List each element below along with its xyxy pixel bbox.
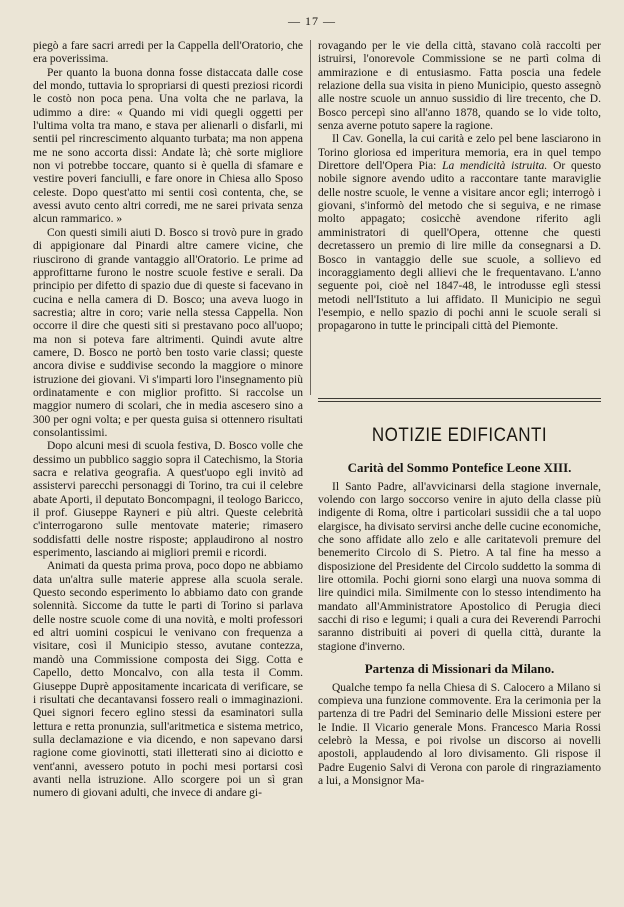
article-text: Qualche tempo fa nella Chiesa di S. Calocero a Milano si compieva una funzione commovente. Era la cerimonia per la partenza di tre Padri del Seminario delle Missioni estere per le Indie. Il Vicario generale Mons. Francesco Maria Rossi celebrò la Messa, e poi rivolse un discorso ai novelli apostoli, applaudendo al loro divisamento. Gli rispose il Padre Eugenio Salvi di Verona con parole di ringraziamento a lui, a Monsignor Ma- bbox=[318, 681, 601, 787]
column-divider bbox=[310, 40, 311, 395]
page-number: — 17 — bbox=[288, 14, 336, 28]
right-column bbox=[318, 40, 601, 892]
left-column bbox=[33, 40, 303, 892]
paragraph: Per quanto la buona donna fosse distaccata dalle cose del mondo, tuttavia lo spropriarsi di questi preziosi ricordi le costò non poca pena. Una volta che ne parlava, la udimmo a dire: « Quando mi vidi quegli oggetti per l'ultima volta tra mano, e stava per alienarli o disfarli, mi sentii pel rincrescimento alquanto turbata; ma non appena me ne sono accorta dissi: Andate là; chè sorte migliore non vi potrebbe toccare, quanto si è quella di sfamare e vestire poveri fanciulli, e fare onore in Chiesa allo Sposo celeste. Dopo quest'atto mi sentii così contenta, che, se avessi avuto cento altri corredi, me ne sarei privata senza alcun rammarico. » bbox=[33, 66, 303, 226]
article-title: Partenza di Missionari da Milano. bbox=[364, 661, 555, 677]
paragraph: Animati da questa prima prova, poco dopo ne abbiamo data un'altra sulle materie apprese alla scuola serale. Questo secondo esperimento lo abbiamo dato con grande solennità. Siccome da tutte le parti di Torino si parlava delle nostre scuole come di una novità, e molti professori ed altri uomini cospicui le venivano con frequenza a visitare, così il Municipio stesso, avutane contezza, mandò una Commissione composta dei Sigg. Cotta e Capello, detto Moncalvo, con alla testa il Comm. Giuseppe Duprè appositamente incaricata di verificare, se i risultati che decantavansi fossero reali o immaginazioni. Quei signori fecero eglino stessi da esaminatori sulla lettura e retta pronunzia, sull'aritmetica e sistema metrico, sulla declamazione e via dicendo, e non sapevano darsi ragione come giovinotti, stati illetterati sino ai diciotto e vent'anni, avessero potuto in pochi mesi portarsi così avanti nella istruzione. Allo scorgere poi un sì gran numero di giovani adulti, che invece di andare gi- bbox=[33, 560, 303, 800]
paragraph bbox=[318, 133, 601, 333]
paragraph: piegò a fare sacri arredi per la Cappella dell'Oratorio, che era poverissima. bbox=[33, 40, 303, 66]
paragraph: rovagando per le vie della città, stavano colà raccolti per istruirsi, l'onorevole Commissione se ne partì colma di ammirazione e di entusiasmo. Fatta poscia una fedele relazione della sua visita in pieno Municipio, questo assegnò alle nostre scuole un annuo sussidio di lire trecento, che D. Bosco percepì sino all'anno 1878, quando se lo vide tolto, senza averne potuto sapere la ragione. bbox=[318, 40, 601, 133]
italic-title: La mendicità istruita. bbox=[442, 160, 548, 173]
article-title: Carità del Sommo Pontefice Leone XIII. bbox=[347, 460, 572, 476]
edifying-news-section bbox=[318, 398, 601, 788]
article-text: Il Santo Padre, all'avvicinarsi della stagione invernale, volendo con largo soccorso venire in ajuto della classe più indigente di Roma, oltre i particolari sussidii che a tal uopo elargisce, ha divisato servirsi anche delle cucine economiche, che sono affidate allo zelo e alle caritatevoli premure del benemerito Circolo di S. Pietro. A tal fine ha messo a disposizione del Presidente del Circolo suddetto la somma di lire ottomila. Pochi giorni sono elargì una nuova somma di lire quindici mila. Similmente con lo stesso intendimento ha mandato all'Amministratore Apostolico di Perugia dieci sacchi di riso e legumi; i quali a cura dei Reverendi Parrochi saranno distribuiti ai poveri di quella città, durante la stagione d'inverno. bbox=[318, 480, 601, 653]
section-rule bbox=[318, 398, 601, 402]
paragraph-text: Or questo nobile signore avendo udito a raccontare tante maraviglie delle nostre scuole, le venne a visitare ancor egli; interrogò i giovani, s'informò del metodo che si seguiva, e ne rimase molto appagato; cosicchè avendone riferito agli amministratori di quell'Opera, ottenne che questi decretassero un premio di lire mille da consegnarsi a D. Bosco in vantaggio delle sue scuole, a sollievo ed incoraggiamento degli allievi che le frequentavano. L'anno seguente poi, cioè nel 1847-48, le introdusse eglì stessi metodi nell'Istituto a lui affidato. Il Municipio ne seguì l'esempio, e nello spazio di pochi anni le scuole serali si propagarono in tutte le principali città del Piemonte. bbox=[318, 160, 601, 333]
section-title: NOTIZIE EDIFICANTI bbox=[371, 423, 548, 446]
paragraph: Con questi simili aiuti D. Bosco si trovò pure in grado di appigionare dal Pinardi altre camere vicine, che riuscirono di grande vantaggio all'Oratorio. Le prime ad approfittarne furono le nostre scuole festive e serali. Da principio per difetto di spazio due di queste si facevano in cucina e nella camera di D. Bosco; una aveva luogo in sacrestia; altre in coro; varie nella stessa Cappella. Non occorre il dire che questi siti si prestavano poco all'uopo; ma non si poteva fare altrimenti. Quindi avute altre camere, D. Bosco ne portò ben tosto varie classi; queste ancora divise e suddivise secondo la maggiore o minore istruzione dei giovani. Vi s'imparti loro l'insegnamento più ordinatamente e con miglior profitto. Si raccolse un maggior numero di scolari, che in media ascesero sino a 300 per ogni volta; e per questa guisa si ottennero risultati consolantissimi. bbox=[33, 226, 303, 439]
paragraph-text: Il Cav. Gonella, la cui carità e zelo pel bene lasciarono in Torino gloriosa ed imperitura memoria, era in quel tempo Direttore dell'Opera Pia: bbox=[318, 133, 601, 173]
paragraph: Dopo alcuni mesi di scuola festiva, D. Bosco volle che dessimo un pubblico saggio sopra il Catechismo, la Storia sacra e relativa geografia. A quest'uopo egli invitò ad assistervi parecchi personaggi di Torino, tra cui il celebre abate Aporti, il deputato Boncompagni, il teologo Baricco, il prof. Giuseppe Rayneri e più altri. Queste celebrità c'interrogarono sulle mentovate materie; rimasero soddisfatti delle nostre risposte; applaudirono al nostro esperimento, lasciando ai migliori premii e ricordi. bbox=[33, 440, 303, 560]
